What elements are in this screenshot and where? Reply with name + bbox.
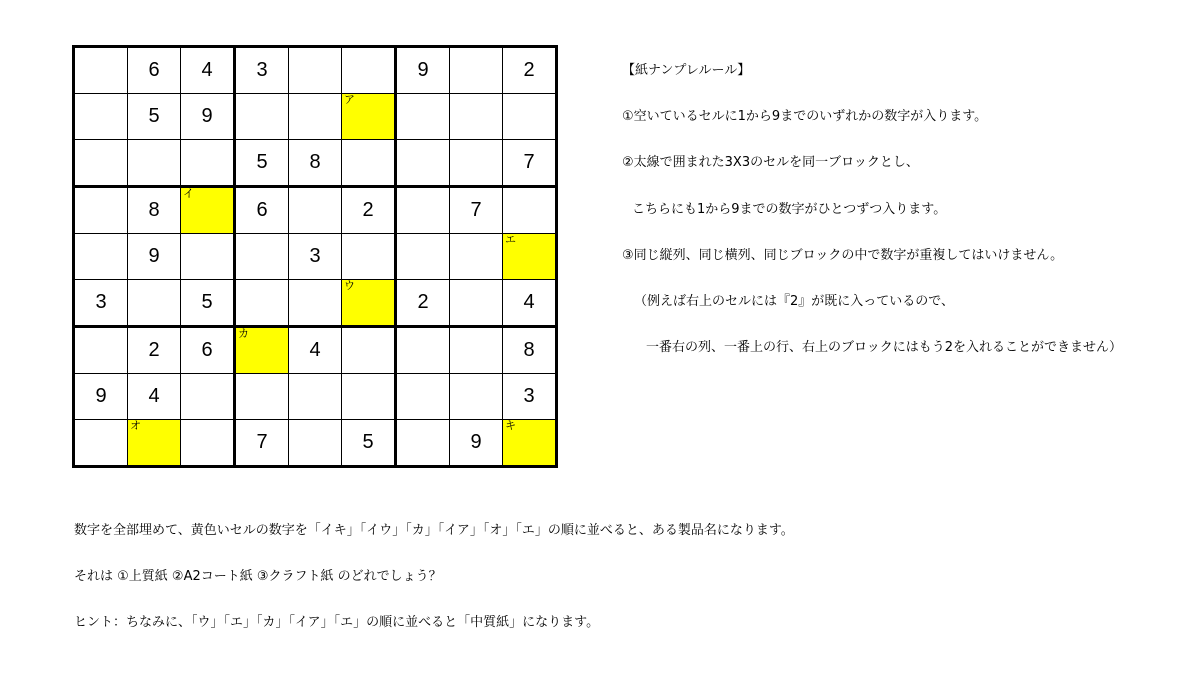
grid-cell[interactable]: [128, 187, 181, 234]
grid-cell[interactable]: [128, 280, 181, 327]
grid-cell[interactable]: [181, 234, 235, 280]
cell-marker-label: エ: [505, 233, 516, 246]
grid-row: [74, 94, 557, 140]
cell-value: 2: [417, 291, 429, 313]
grid-cell[interactable]: [342, 234, 396, 280]
cell-value: 8: [148, 199, 160, 221]
grid-cell[interactable]: [235, 420, 289, 467]
grid-cell[interactable]: [235, 234, 289, 280]
grid-cell[interactable]: [396, 94, 450, 140]
grid-cell[interactable]: [74, 327, 128, 374]
grid-cell[interactable]: [74, 420, 128, 467]
grid-cell[interactable]: [450, 374, 503, 420]
grid-cell[interactable]: [128, 94, 181, 140]
grid-cell[interactable]: [450, 234, 503, 280]
grid-row: [74, 234, 557, 280]
grid-cell[interactable]: [503, 140, 557, 187]
grid-cell[interactable]: [396, 234, 450, 280]
sudoku-grid: [72, 45, 558, 468]
cell-value: 4: [309, 339, 321, 361]
cell-value: 2: [148, 339, 160, 361]
grid-cell[interactable]: [503, 187, 557, 234]
grid-row: [74, 140, 557, 187]
grid-cell[interactable]: [74, 374, 128, 420]
grid-row: [74, 420, 557, 467]
cell-marker-label: イ: [183, 187, 194, 200]
grid-cell[interactable]: [235, 374, 289, 420]
highlighted-cell[interactable]: [503, 234, 557, 280]
grid-cell[interactable]: [396, 280, 450, 327]
cell-value: 4: [148, 385, 160, 407]
rule-line-2: ②太線で囲まれた3X3のセルを同一ブロックとし、: [622, 155, 919, 170]
grid-cell[interactable]: [450, 420, 503, 467]
grid-cell[interactable]: [181, 47, 235, 94]
grid-cell[interactable]: [181, 420, 235, 467]
highlighted-cell[interactable]: [181, 187, 235, 234]
cell-marker-label: キ: [505, 419, 516, 432]
grid-cell[interactable]: [503, 47, 557, 94]
highlighted-cell[interactable]: [235, 327, 289, 374]
cell-value: 5: [201, 291, 213, 313]
cell-value: 6: [201, 339, 213, 361]
grid-row: [74, 280, 557, 327]
cell-value: 4: [201, 59, 213, 81]
grid-cell[interactable]: [396, 420, 450, 467]
grid-cell[interactable]: [396, 374, 450, 420]
cell-marker-label: オ: [130, 419, 141, 432]
rule-line-4: ③同じ縦列、同じ横列、同じブロックの中で数字が重複してはいけません。: [622, 248, 1064, 263]
grid-cell[interactable]: [342, 420, 396, 467]
grid-cell[interactable]: [396, 187, 450, 234]
rule-line-6: 一番右の列、一番上の行、右上のブロックにはもう2を入れることができません）: [646, 340, 1123, 355]
cell-value: 2: [523, 59, 535, 81]
grid-cell[interactable]: [450, 140, 503, 187]
cell-value: 5: [362, 431, 374, 453]
cell-value: 9: [470, 431, 482, 453]
grid-cell[interactable]: [74, 280, 128, 327]
rule-line-5: （例えば右上のセルには『2』が既に入っているので、: [634, 294, 955, 309]
grid-cell[interactable]: [235, 94, 289, 140]
grid-cell[interactable]: [74, 94, 128, 140]
grid-cell[interactable]: [289, 140, 342, 187]
cell-value: 7: [256, 431, 268, 453]
grid-cell[interactable]: [289, 420, 342, 467]
cell-marker-label: ウ: [344, 279, 355, 292]
grid-cell[interactable]: [450, 94, 503, 140]
cell-value: 3: [523, 385, 535, 407]
grid-cell[interactable]: [128, 327, 181, 374]
rule-line-1: ①空いているセルに1から9までのいずれかの数字が入ります。: [622, 109, 988, 124]
grid-cell[interactable]: [235, 140, 289, 187]
grid-cell[interactable]: [342, 374, 396, 420]
grid-row: [74, 187, 557, 234]
grid-cell[interactable]: [342, 187, 396, 234]
grid-cell[interactable]: [342, 140, 396, 187]
cell-value: 9: [95, 385, 107, 407]
grid-cell[interactable]: [235, 280, 289, 327]
cell-value: 9: [148, 245, 160, 267]
grid-cell[interactable]: [450, 47, 503, 94]
grid-cell[interactable]: [181, 94, 235, 140]
grid-cell[interactable]: [289, 280, 342, 327]
cell-value: 7: [523, 151, 535, 173]
grid-cell[interactable]: [289, 94, 342, 140]
question-line-2: それは ①上質紙 ②A2コート紙 ③クラフト紙 のどれでしょう？: [74, 569, 442, 584]
grid-cell[interactable]: [128, 140, 181, 187]
highlighted-cell[interactable]: [342, 280, 396, 327]
grid-cell[interactable]: [74, 140, 128, 187]
cell-marker-label: カ: [238, 327, 249, 340]
grid-cell[interactable]: [503, 327, 557, 374]
grid-row: [74, 374, 557, 420]
cell-value: 6: [148, 59, 160, 81]
cell-value: 9: [417, 59, 429, 81]
rules-title: 【紙ナンプレルール】: [622, 63, 751, 78]
grid-cell[interactable]: [503, 94, 557, 140]
grid-cell[interactable]: [181, 327, 235, 374]
grid-cell[interactable]: [181, 374, 235, 420]
cell-value: 3: [309, 245, 321, 267]
highlighted-cell[interactable]: [503, 420, 557, 467]
grid-cell[interactable]: [342, 47, 396, 94]
rule-line-3: こちらにも1から9までの数字がひとつずつ入ります。: [632, 202, 947, 217]
cell-value: 8: [309, 151, 321, 173]
hint-line: ヒント：ちなみに、「ウ」「エ」「カ」「イア」「エ」の順に並べると「中質紙」になります。: [74, 615, 600, 630]
question-line-1: 数字を全部埋めて、黄色いセルの数字を「イキ」「イウ」「カ」「イア」「オ」「エ」の順に並べると、ある製品名になります。: [74, 523, 794, 538]
grid-cell[interactable]: [289, 374, 342, 420]
grid-cell[interactable]: [450, 187, 503, 234]
highlighted-cell[interactable]: [342, 94, 396, 140]
grid-cell[interactable]: [289, 187, 342, 234]
grid-cell[interactable]: [128, 374, 181, 420]
grid-cell[interactable]: [450, 327, 503, 374]
grid-cell[interactable]: [74, 234, 128, 280]
grid-cell[interactable]: [235, 47, 289, 94]
cell-value: 5: [256, 151, 268, 173]
grid-cell[interactable]: [181, 140, 235, 187]
grid-cell[interactable]: [289, 327, 342, 374]
grid-cell[interactable]: [396, 140, 450, 187]
grid-cell[interactable]: [289, 234, 342, 280]
cell-value: 3: [95, 291, 107, 313]
grid-cell[interactable]: [396, 327, 450, 374]
grid-row: [74, 47, 557, 94]
cell-marker-label: ア: [344, 93, 355, 106]
grid-cell[interactable]: [503, 374, 557, 420]
grid-cell[interactable]: [289, 47, 342, 94]
cell-value: 2: [362, 199, 374, 221]
cell-value: 3: [256, 59, 268, 81]
grid-cell[interactable]: [128, 234, 181, 280]
grid-cell[interactable]: [450, 280, 503, 327]
cell-value: 9: [201, 105, 213, 127]
cell-value: 6: [256, 199, 268, 221]
grid-cell[interactable]: [503, 280, 557, 327]
grid-cell[interactable]: [342, 327, 396, 374]
grid-cell[interactable]: [74, 47, 128, 94]
highlighted-cell[interactable]: [128, 420, 181, 467]
grid-cell[interactable]: [74, 187, 128, 234]
grid-cell[interactable]: [128, 47, 181, 94]
grid-cell[interactable]: [181, 280, 235, 327]
cell-value: 4: [523, 291, 535, 313]
cell-value: 7: [470, 199, 482, 221]
cell-value: 8: [523, 339, 535, 361]
cell-value: 5: [148, 105, 160, 127]
grid-cell[interactable]: [396, 47, 450, 94]
grid-cell[interactable]: [235, 187, 289, 234]
grid-row: [74, 327, 557, 374]
